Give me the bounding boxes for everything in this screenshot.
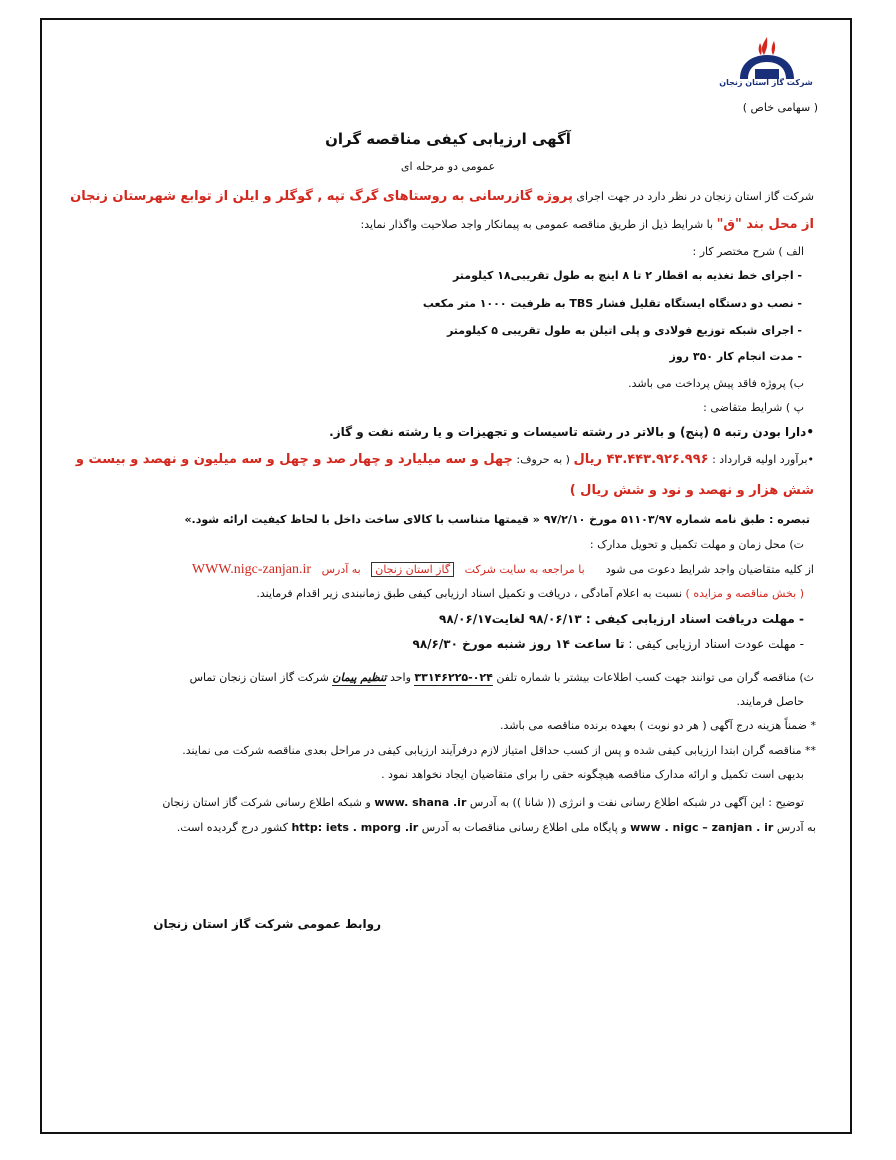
- rank-requirement: •دارا بودن رتبه ۵ (پنج) و بالاتر در رشته تاسیسات و تجهیزات و یا رشته نفت و گاز.: [329, 425, 814, 439]
- website-link[interactable]: WWW.nigc-zanjan.ir: [191, 562, 312, 577]
- section-a-label: الف ) شرح مختصر کار :: [692, 245, 804, 258]
- deadline-receive: - مهلت دریافت اسناد ارزیابی کیفی : ۹۸/۰۶/۱۳ لغایت۹۸/۰۶/۱۷: [439, 612, 804, 626]
- estimate-line: [76, 452, 814, 468]
- note-1: * ضمناً هزینه درج آگهی ( هر دو نوبت ) بعهده برنده مناقصه می باشد.: [499, 719, 816, 732]
- explanation-mid2: و پایگاه ملی اطلاع رسانی مناقصات به آدرس: [421, 821, 627, 834]
- section-a-item-3: - اجرای شبکه توزیع فولادی و پلی اتیلن به طول تقریبی ۵ کیلومتر: [446, 324, 802, 337]
- nigc-address[interactable]: www . nigc – zanjan . ir: [630, 821, 774, 834]
- refer-text: با مراجعه به سایت شرکت: [464, 563, 585, 576]
- explanation-pre: توضیح : این آگهی در شبکه اطلاع رسانی نفت و انرژی (( شانا )) به آدرس: [469, 796, 804, 809]
- intro-pre: شرکت گاز استان زنجان در نظر دارد در جهت اجرای: [576, 190, 814, 203]
- deadline-return-line: [413, 636, 804, 652]
- explanation-addr-label: به آدرس: [776, 821, 816, 834]
- contact-pre: ث) مناقصه گران می توانند جهت کسب اطلاعات بیشتر با شماره تلفن: [496, 671, 814, 684]
- estimate-words-2: شش هزار و نهصد و نود و شش ریال ): [569, 483, 814, 498]
- intro-post: با شرایط ذیل از طریق مناقصه عمومی به پیمانکار واجد صلاحیت واگذار نماید:: [360, 218, 714, 231]
- explanation-line-1: [162, 795, 804, 811]
- subtitle: عمومی دو مرحله ای: [400, 160, 496, 173]
- contact-unit: تنظیم پیمان: [332, 671, 387, 684]
- note-line: تبصره : طبق نامه شماره ۵۱۱۰۳/۹۷ مورخ ۹۷/۲/۱۰ « قیمتها متناسب با کالای ساخت داخل با لحاظ کیفیت ارائه شود.»: [184, 513, 810, 526]
- intro-project: پروژه گازرسانی به روستاهای گرگ تپه , گوگلر و ایلن از توابع شهرستان زنجان: [70, 189, 573, 204]
- explanation-post: کشور درج گردیده است.: [176, 821, 288, 834]
- deadline-return: تا ساعت ۱۴ روز شنبه مورخ ۹۸/۶/۳۰: [412, 637, 625, 651]
- deadline-return-label: - مهلت عودت اسناد ارزیابی کیفی :: [628, 637, 804, 651]
- section-b: ب) پروژه فاقد پیش پرداخت می باشد.: [628, 377, 804, 390]
- contact-line-2: حاصل فرمایند.: [736, 695, 804, 708]
- estimate-value: ۴۳.۴۴۳.۹۲۶.۹۹۶ ریال: [573, 452, 709, 467]
- iets-address[interactable]: http: iets . mporg .ir: [291, 821, 419, 834]
- note-2: ** مناقصه گران ابتدا ارزیابی کیفی شده و پس از کسب حداقل امتیاز لازم درفرآیند ارزیابی کیفی در مراحل بعدی مناقصه شرکت می نمایند.: [182, 744, 816, 757]
- note-3: بدیهی است تکمیل و ارائه مدارک مناقصه هیچگونه حقی را برای متقاضیان ایجاد نخواهد نمود .: [381, 768, 804, 781]
- company-type: ( سهامی خاص ): [742, 101, 818, 114]
- section-t-label: ت) محل زمان و مهلت تکمیل و تحویل مدارک :: [589, 538, 804, 551]
- section-a-item-2: - نصب دو دستگاه ایستگاه تقلیل فشار TBS به ظرفیت ۱۰۰۰ متر مکعب: [422, 297, 802, 310]
- company-name: گاز استان زنجان: [371, 562, 454, 577]
- intro-line-2: [361, 217, 814, 233]
- page-title: آگهی ارزیابی کیفی مناقصه گران: [325, 130, 571, 148]
- section-p-label: پ ) شرایط متقاضی :: [703, 401, 804, 414]
- section-a-item-4: - مدت انجام کار ۳۵۰ روز: [669, 350, 802, 363]
- explanation-line-2: [177, 820, 816, 836]
- contact-line: [190, 670, 814, 686]
- invite-line: [192, 562, 814, 578]
- estimate-words: چهل و سه میلیارد و چهار صد و چهل و سه میلیون و نهصد و بیست و: [75, 452, 513, 467]
- intro-line-1: [70, 189, 814, 205]
- contact-post: شرکت گاز استان زنجان تماس: [189, 671, 329, 684]
- section-a-item-1: - اجرای خط تغذیه به اقطار ۲ تا ۸ اینچ به طول تقریبی۱۸ کیلومتر: [452, 269, 802, 282]
- intro-location: از محل بند "ق": [716, 217, 814, 232]
- explanation-mid: و شبکه اطلاع رسانی شرکت گاز استان زنجان: [162, 796, 371, 809]
- signature: روابط عمومی شرکت گاز استان زنجان: [153, 917, 381, 931]
- address-label: به آدرس: [321, 563, 361, 576]
- shana-address[interactable]: www. shana .ir: [374, 796, 467, 809]
- section-name: ( بخش مناقصه و مزایده ): [685, 587, 804, 600]
- section-line: [256, 586, 804, 602]
- contact-phone: ۰۲۴-۳۳۱۴۶۲۲۵: [414, 671, 493, 684]
- estimate-label: •برآورد اولیه قرارداد :: [712, 453, 814, 466]
- section-rest: نسبت به اعلام آمادگی ، دریافت و تکمیل اسناد ارزیابی کیفی طبق زمانبندی زیر اقدام فرمایند.: [256, 587, 683, 600]
- logo-caption: شرکت گاز استان زنجان: [719, 78, 813, 87]
- estimate-words-label: ( به حروف:: [516, 453, 570, 466]
- invite-text: از کلیه متقاضیان واجد شرایط دعوت می شود: [605, 563, 814, 576]
- contact-unit-label: واحد: [389, 671, 411, 684]
